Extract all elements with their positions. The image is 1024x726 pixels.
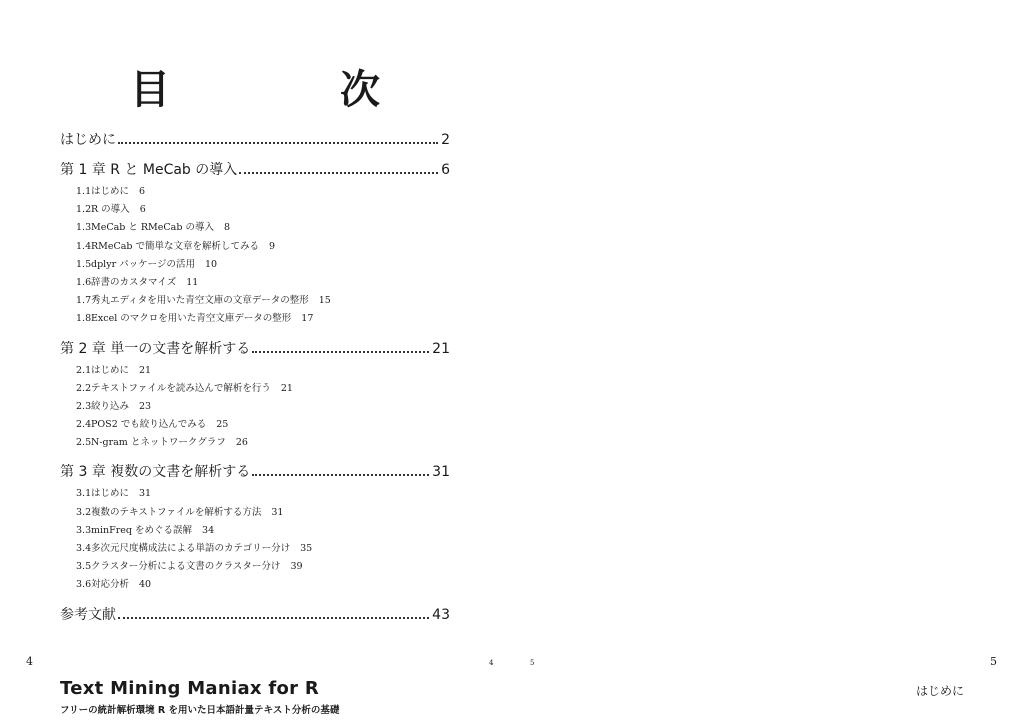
toc-section-number: 1.4 bbox=[76, 240, 92, 252]
toc-section[interactable] bbox=[76, 238, 450, 256]
toc-section[interactable] bbox=[76, 398, 450, 416]
toc-chapter[interactable] bbox=[60, 160, 450, 180]
toc-section[interactable] bbox=[76, 274, 450, 292]
toc-section-title: N-gram とネットワークグラフ bbox=[91, 437, 226, 449]
toc-section-number: 3.6 bbox=[76, 579, 92, 591]
toc-section-title: 対応分析 bbox=[91, 579, 130, 591]
toc-section-title: はじめに bbox=[91, 488, 130, 500]
toc-section-title: 秀丸エディタを用いた青空文庫の文章データの整形 bbox=[91, 295, 309, 307]
toc-section-number: 1.6 bbox=[76, 276, 92, 288]
toc-section-page: 6 bbox=[139, 186, 146, 197]
toc-sections bbox=[76, 183, 450, 329]
toc-chapter-page: 43 bbox=[432, 606, 450, 623]
toc-section-title: minFreq をめぐる誤解 bbox=[91, 524, 193, 536]
toc-section-page: 21 bbox=[280, 382, 293, 394]
toc-section-number: 2.3 bbox=[76, 400, 92, 412]
toc-section-title: RMeCab で簡単な文章を解析してみる bbox=[91, 240, 260, 252]
toc-section-title: はじめに bbox=[91, 186, 130, 197]
toc-chapter-label: 第 2 章 単一の文書を解析する bbox=[60, 340, 251, 357]
toc-section-title: 絞り込み bbox=[91, 400, 130, 412]
toc-section-title: テキストファイルを読み込んで解析を行う bbox=[91, 382, 271, 394]
dot-leader bbox=[239, 171, 438, 174]
toc-section-number: 1.7 bbox=[76, 295, 92, 307]
toc-section[interactable] bbox=[76, 540, 450, 558]
toc-section-page: 25 bbox=[216, 419, 229, 431]
toc-section-number: 1.3 bbox=[76, 222, 92, 234]
toc-section[interactable] bbox=[76, 485, 450, 503]
toc-section-page: 9 bbox=[269, 240, 276, 252]
toc-section[interactable] bbox=[76, 201, 450, 219]
toc-chapter-page: 21 bbox=[432, 340, 450, 357]
toc-section-page: 39 bbox=[290, 561, 303, 573]
toc-section[interactable] bbox=[76, 416, 450, 434]
toc-section-number: 3.4 bbox=[76, 543, 92, 554]
toc-chapter[interactable] bbox=[60, 130, 450, 150]
page-number-left: 4 bbox=[26, 655, 33, 668]
toc-section-page: 17 bbox=[301, 313, 314, 325]
toc-chapter-page: 2 bbox=[441, 132, 450, 148]
toc-section-number: 3.1 bbox=[76, 488, 92, 500]
toc-section-number: 3.2 bbox=[76, 506, 92, 518]
toc-chapter-label: 第 3 章 複数の文書を解析する bbox=[60, 464, 251, 481]
toc-section-number: 3.5 bbox=[76, 561, 92, 573]
dot-leader bbox=[252, 473, 429, 476]
toc-section-page: 21 bbox=[139, 364, 152, 376]
toc-section[interactable] bbox=[76, 576, 450, 594]
title-char-1: 目 bbox=[130, 67, 170, 113]
toc-section-number: 2.2 bbox=[76, 382, 92, 394]
toc-section-page: 23 bbox=[139, 400, 152, 412]
toc-section-title: 複数のテキストファイルを解析する方法 bbox=[91, 506, 262, 518]
toc-section[interactable] bbox=[76, 434, 450, 452]
mini-page-number-left: 4 bbox=[489, 659, 494, 667]
toc-section[interactable] bbox=[76, 310, 450, 328]
toc-section[interactable] bbox=[76, 504, 450, 522]
toc-sections bbox=[76, 485, 450, 594]
toc-section-title: dplyr パッケージの活用 bbox=[91, 258, 195, 270]
table-of-contents bbox=[60, 130, 450, 625]
toc-section-number: 2.5 bbox=[76, 437, 92, 449]
toc-section-title: POS2 でも絞り込んでみる bbox=[91, 419, 207, 431]
toc-section-page: 34 bbox=[202, 524, 215, 536]
toc-section[interactable] bbox=[76, 256, 450, 274]
title-char-2: 次 bbox=[340, 67, 380, 113]
toc-section-page: 35 bbox=[300, 543, 313, 554]
dot-leader bbox=[118, 616, 429, 619]
toc-chapter-label: 参考文献 bbox=[60, 606, 116, 623]
dot-leader bbox=[118, 141, 438, 144]
toc-section-page: 31 bbox=[139, 488, 152, 500]
toc-section[interactable] bbox=[76, 380, 450, 398]
book-title: Text Mining Maniax for R bbox=[60, 678, 320, 699]
toc-section-number: 3.3 bbox=[76, 524, 92, 536]
toc-chapter-label: 第 1 章 R と MeCab の導入 bbox=[60, 162, 238, 178]
toc-section-page: 15 bbox=[318, 295, 331, 307]
toc-section-title: 辞書のカスタマイズ bbox=[91, 276, 177, 288]
book-subtitle: フリーの統計解析環境 R を用いた日本語計量テキスト分析の基礎 bbox=[60, 705, 340, 716]
toc-section-title: R の導入 bbox=[91, 204, 130, 216]
toc-section[interactable] bbox=[76, 522, 450, 540]
toc-section-number: 1.2 bbox=[76, 204, 92, 216]
toc-section-number: 1.1 bbox=[76, 186, 92, 197]
toc-sections bbox=[76, 362, 450, 453]
toc-chapter[interactable] bbox=[60, 339, 450, 359]
toc-section[interactable] bbox=[76, 362, 450, 380]
toc-section-title: はじめに bbox=[91, 364, 130, 376]
toc-section-title: 多次元尺度構成法による単語のカテゴリー分け bbox=[91, 543, 291, 554]
toc-chapter-label: はじめに bbox=[60, 132, 116, 148]
toc-section[interactable] bbox=[76, 558, 450, 576]
toc-section-title: クラスター分析による文書のクラスター分け bbox=[91, 561, 281, 573]
mini-page-number-right: 5 bbox=[530, 659, 535, 667]
toc-section-page: 8 bbox=[223, 222, 230, 234]
toc-section-page: 26 bbox=[235, 437, 248, 449]
toc-section[interactable] bbox=[76, 219, 450, 237]
toc-section-page: 6 bbox=[139, 204, 146, 216]
toc-section-number: 2.4 bbox=[76, 419, 92, 431]
toc-section-page: 40 bbox=[139, 579, 152, 591]
page-number-right: 5 bbox=[990, 655, 997, 668]
toc-section-number: 1.5 bbox=[76, 258, 92, 270]
toc-section-page: 10 bbox=[204, 258, 218, 270]
toc-chapter[interactable] bbox=[60, 605, 450, 625]
toc-section-title: Excel のマクロを用いた青空文庫データの整形 bbox=[91, 313, 292, 325]
toc-chapter[interactable] bbox=[60, 462, 450, 482]
toc-section[interactable] bbox=[76, 183, 450, 201]
right-page bbox=[520, 0, 1024, 726]
dot-leader bbox=[252, 350, 429, 353]
toc-chapter-page: 6 bbox=[441, 162, 450, 178]
toc-section-page: 31 bbox=[271, 506, 284, 518]
toc-section-title: MeCab と RMeCab の導入 bbox=[91, 222, 214, 234]
toc-chapter-page: 31 bbox=[432, 464, 450, 481]
toc-section[interactable] bbox=[76, 292, 450, 310]
running-head: はじめに bbox=[915, 684, 964, 698]
toc-section-page: 11 bbox=[186, 276, 199, 288]
toc-section-number: 1.8 bbox=[76, 313, 92, 325]
toc-section-number: 2.1 bbox=[76, 364, 92, 376]
